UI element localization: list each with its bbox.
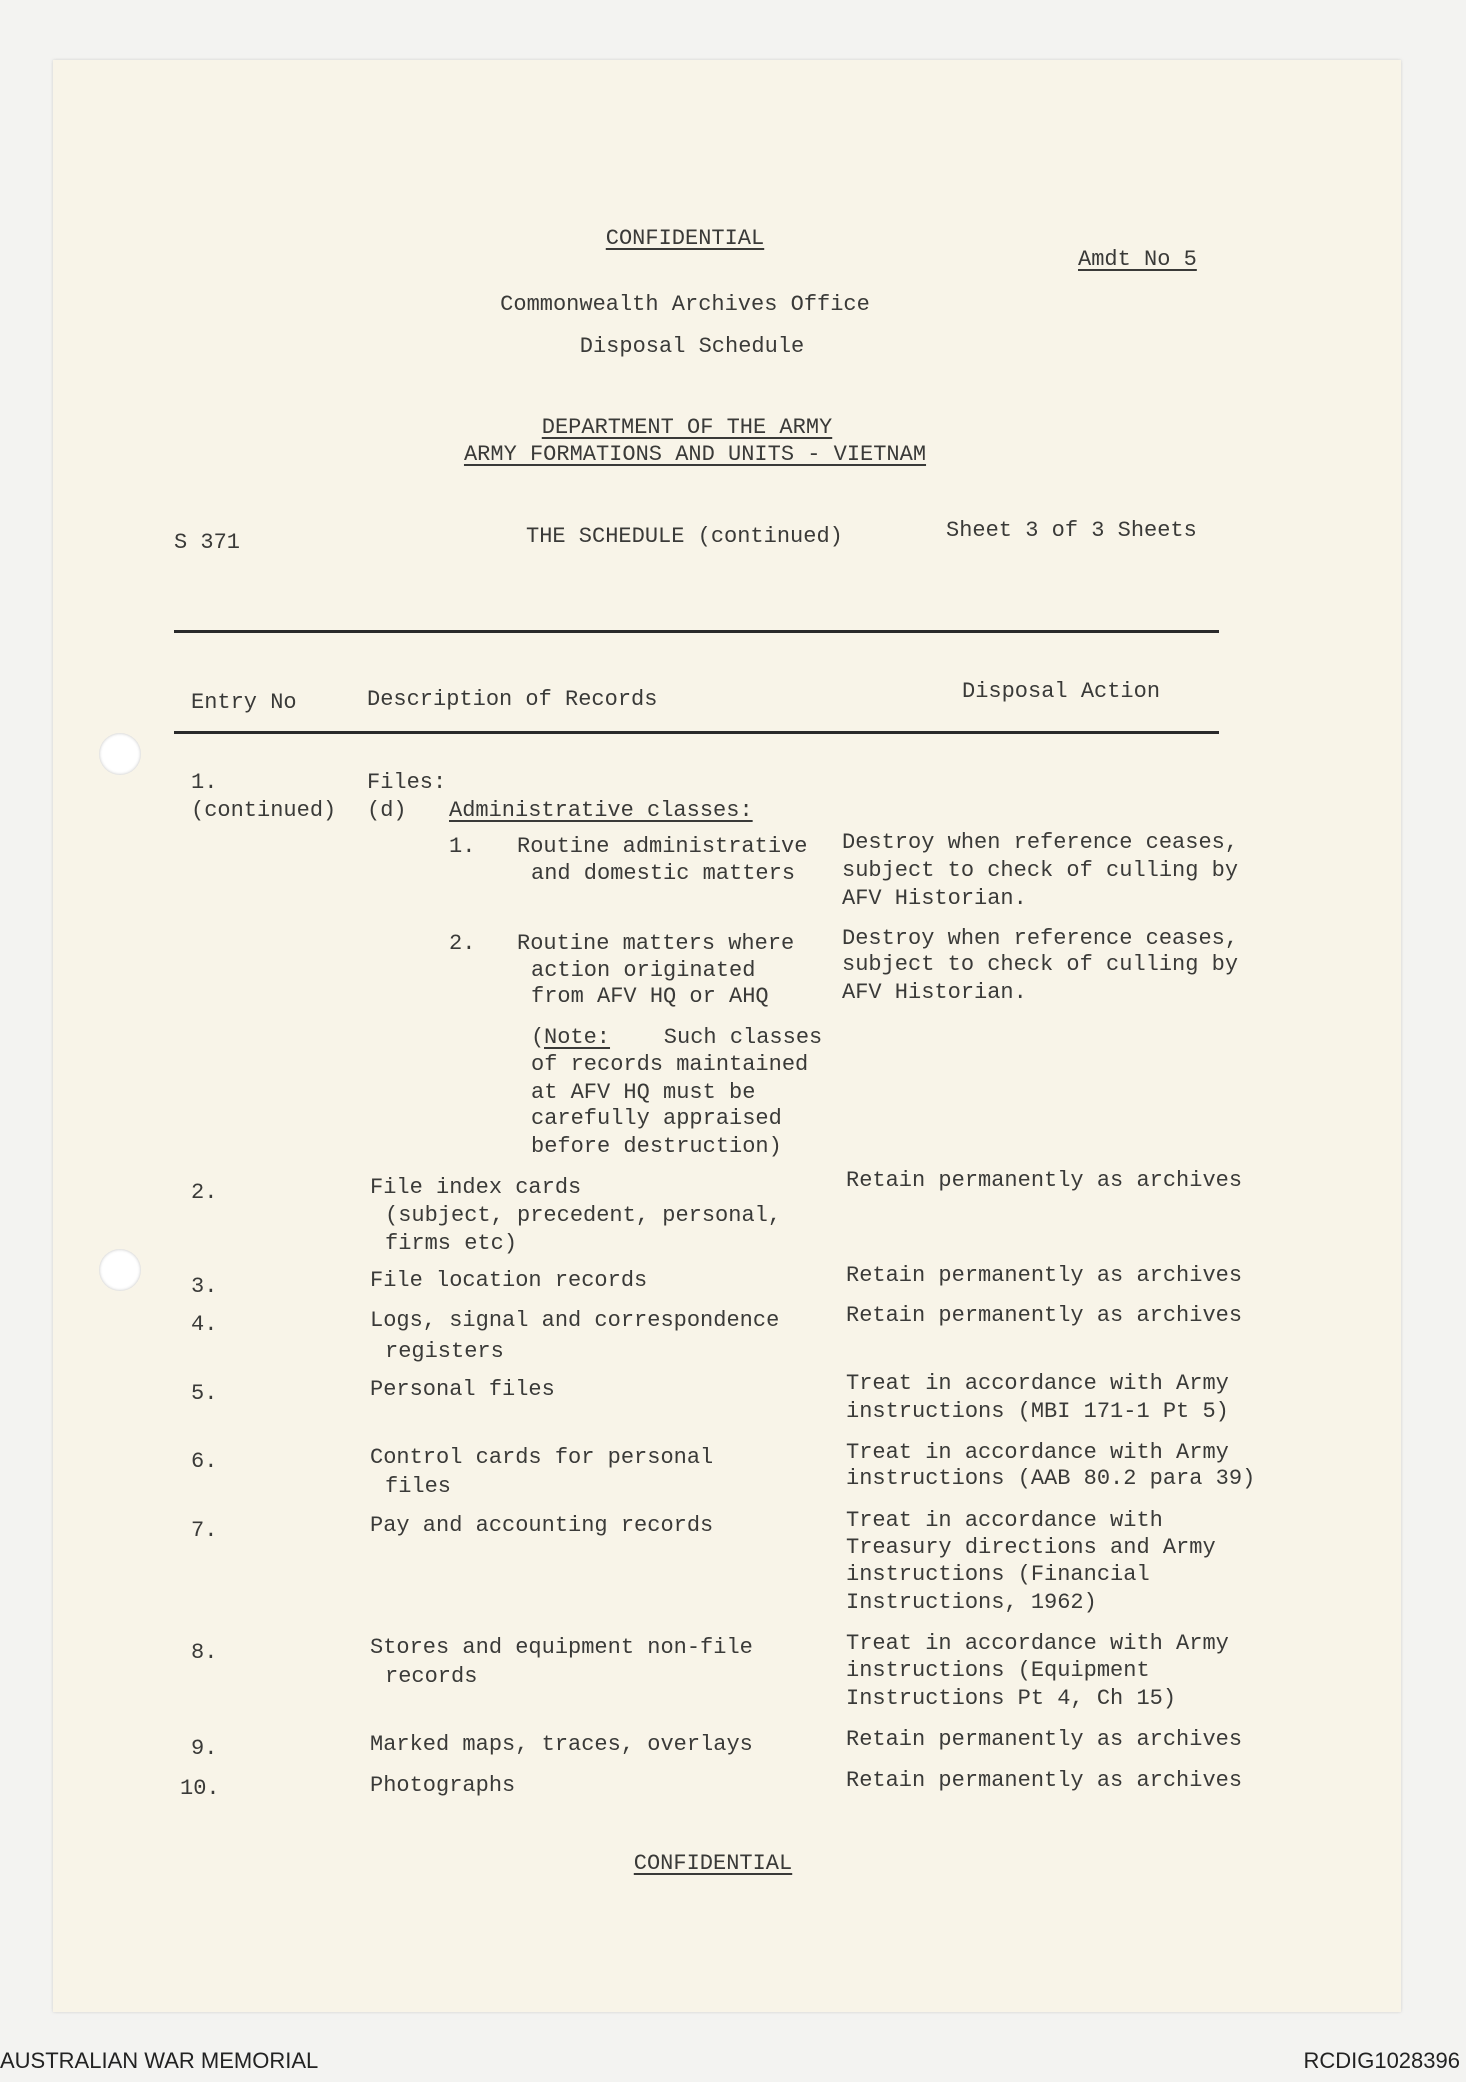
department-title: DEPARTMENT OF THE ARMY xyxy=(541,415,833,440)
entry-description: Photographs xyxy=(370,1773,516,1798)
entry-description: Stores and equipment non-file xyxy=(370,1635,753,1660)
note-text: ( xyxy=(531,1025,545,1050)
column-header-entry: Entry No xyxy=(191,690,297,715)
entry-number: 2. xyxy=(191,1180,218,1205)
class-heading: Administrative classes: xyxy=(449,798,753,823)
disposal-action: Retain permanently as archives xyxy=(846,1263,1243,1288)
disposal-action: Treat in accordance with Army xyxy=(846,1631,1229,1656)
entry-number: 5. xyxy=(191,1381,218,1406)
disposal-action: Treasury directions and Army xyxy=(846,1535,1216,1560)
note-text: before destruction) xyxy=(531,1134,782,1159)
entry-number: 1. xyxy=(191,770,218,795)
disposal-action: Retain permanently as archives xyxy=(846,1168,1243,1193)
disposal-action: subject to check of culling by xyxy=(842,858,1239,883)
sub-item-description: action originated xyxy=(531,958,756,983)
note-text: of records maintained xyxy=(531,1052,809,1077)
disposal-action: Instructions, 1962) xyxy=(846,1590,1097,1615)
punch-hole xyxy=(99,733,141,775)
schedule-title: THE SCHEDULE (continued) xyxy=(526,524,843,549)
disposal-action: Retain permanently as archives xyxy=(846,1768,1243,1793)
punch-hole xyxy=(99,1249,141,1291)
subject-title: ARMY FORMATIONS AND UNITS - VIETNAM xyxy=(463,442,927,467)
sub-item-label: (d) xyxy=(367,798,407,823)
disposal-action: Treat in accordance with Army xyxy=(846,1371,1229,1396)
column-header-action: Disposal Action xyxy=(962,679,1161,704)
entry-description: File index cards xyxy=(370,1175,582,1200)
column-header-description: Description of Records xyxy=(367,687,658,712)
schedule-type: Disposal Schedule xyxy=(579,334,805,359)
entry-description: File location records xyxy=(370,1268,648,1293)
sub-item-description: and domestic matters xyxy=(531,861,796,886)
entry-number: 8. xyxy=(191,1640,218,1665)
disposal-action: Instructions Pt 4, Ch 15) xyxy=(846,1686,1177,1711)
entry-number: 4. xyxy=(191,1312,218,1337)
disposal-action: AFV Historian. xyxy=(842,980,1027,1005)
disposal-action: instructions (MBI 171-1 Pt 5) xyxy=(846,1399,1229,1424)
source-credit: AUSTRALIAN WAR MEMORIAL xyxy=(0,2048,319,2073)
disposal-action: Treat in accordance with Army xyxy=(846,1440,1229,1465)
disposal-action: subject to check of culling by xyxy=(842,952,1239,977)
entry-description: (subject, precedent, personal, xyxy=(385,1203,782,1228)
sub-item-number: 1. xyxy=(449,834,476,859)
sub-item-description: Routine matters where xyxy=(517,931,795,956)
classification-top: CONFIDENTIAL xyxy=(605,226,765,251)
sub-item-number: 2. xyxy=(449,931,476,956)
sheet-number: Sheet 3 of 3 Sheets xyxy=(946,518,1197,543)
classification-bottom: CONFIDENTIAL xyxy=(633,1851,793,1876)
office-name: Commonwealth Archives Office xyxy=(500,292,870,317)
schedule-number: S 371 xyxy=(174,530,241,555)
divider-top xyxy=(174,630,1219,633)
note-text: Such classes xyxy=(611,1025,823,1050)
note-text: carefully appraised xyxy=(531,1106,782,1131)
entry-description: Logs, signal and correspondence xyxy=(370,1308,780,1333)
entry-description: registers xyxy=(385,1339,504,1364)
divider-header xyxy=(174,731,1219,734)
disposal-action: Treat in accordance with xyxy=(846,1508,1163,1533)
note-label: Note: xyxy=(544,1025,611,1050)
entry-number: 9. xyxy=(191,1736,218,1761)
entry-number: 10. xyxy=(180,1776,220,1801)
entry-description: Control cards for personal xyxy=(370,1445,714,1470)
entry-description: files xyxy=(385,1474,452,1499)
disposal-action: instructions (Financial xyxy=(846,1562,1150,1587)
amendment-number: Amdt No 5 xyxy=(1078,247,1197,272)
entry-description: Marked maps, traces, overlays xyxy=(370,1732,753,1757)
disposal-action: Retain permanently as archives xyxy=(846,1727,1243,1752)
entry-description: records xyxy=(385,1664,478,1689)
entry-description: Pay and accounting records xyxy=(370,1513,714,1538)
record-id: RCDIG1028396 xyxy=(1303,2048,1460,2073)
entry-number: 7. xyxy=(191,1518,218,1543)
sub-item-description: from AFV HQ or AHQ xyxy=(531,984,769,1009)
entry-number: 6. xyxy=(191,1449,218,1474)
disposal-action: Retain permanently as archives xyxy=(846,1303,1243,1328)
disposal-action: instructions (AAB 80.2 para 39) xyxy=(846,1466,1256,1491)
disposal-action: Destroy when reference ceases, xyxy=(842,926,1239,951)
note-text: at AFV HQ must be xyxy=(531,1080,756,1105)
entry-description: firms etc) xyxy=(385,1231,518,1256)
entry-number: 3. xyxy=(191,1274,218,1299)
entry-description: Files: xyxy=(367,770,447,795)
entry-continued: (continued) xyxy=(191,798,337,823)
disposal-action: AFV Historian. xyxy=(842,886,1027,911)
entry-description: Personal files xyxy=(370,1377,555,1402)
disposal-action: Destroy when reference ceases, xyxy=(842,830,1239,855)
disposal-action: instructions (Equipment xyxy=(846,1658,1150,1683)
sub-item-description: Routine administrative xyxy=(517,834,808,859)
